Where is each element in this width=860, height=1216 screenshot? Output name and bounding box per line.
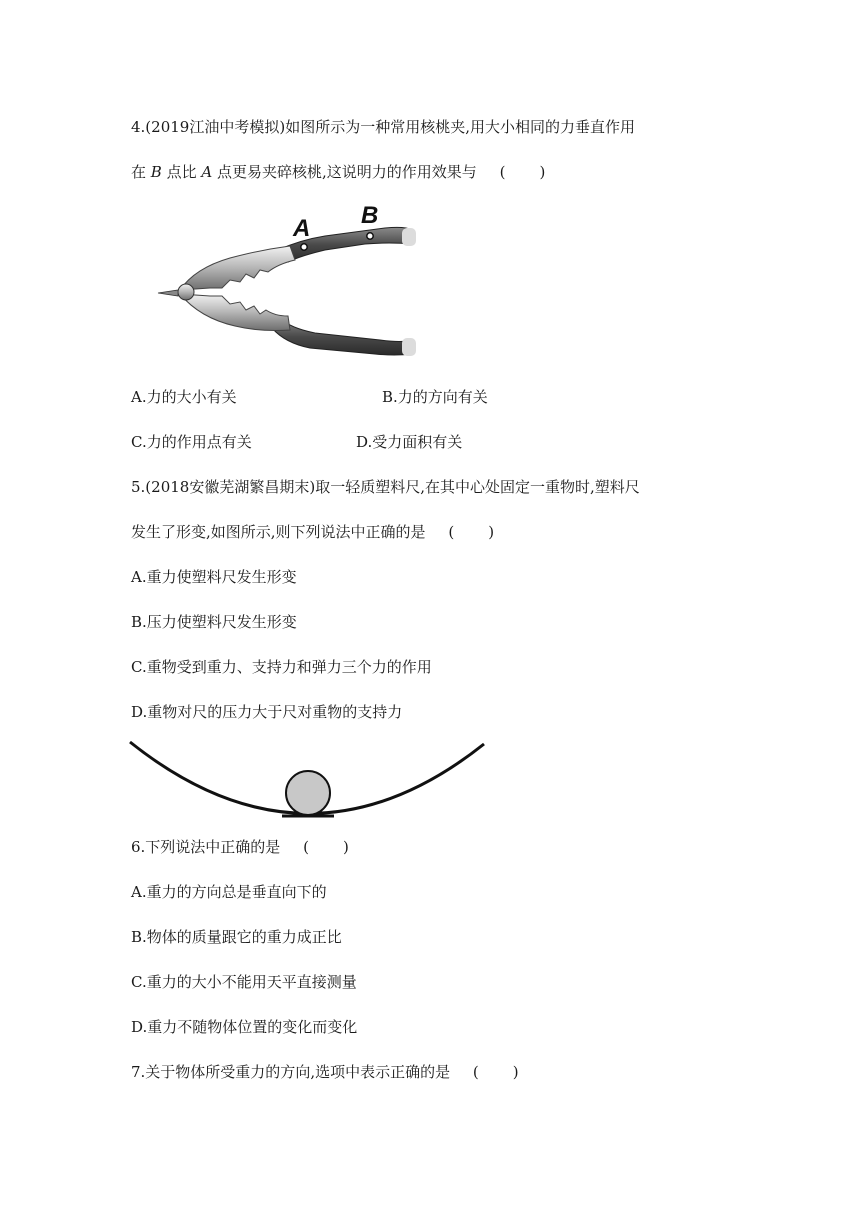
q4-stem-text-1: 4.(2019江油中考模拟)如图所示为一种常用核桃夹,用大小相同的力垂直作用 xyxy=(131,118,635,136)
pivot-ball xyxy=(178,284,194,300)
pivot-tip xyxy=(158,290,178,296)
q5-option-d-text: D.重物对尺的压力大于尺对重物的支持力 xyxy=(131,703,403,721)
q4-stem-line1 xyxy=(131,117,635,137)
q4-option-b-text: B.力的方向有关 xyxy=(382,388,488,406)
q5-stem-line1 xyxy=(131,477,640,497)
q5-option-a[interactable] xyxy=(131,567,297,587)
q5-stem-line2 xyxy=(131,522,494,542)
q5-option-b[interactable] xyxy=(131,612,297,632)
q6-stem xyxy=(131,837,349,857)
q4-option-a[interactable] xyxy=(131,387,237,407)
point-b-label: B xyxy=(361,202,379,229)
q5-option-c-text: C.重物受到重力、支持力和弹力三个力的作用 xyxy=(131,658,432,676)
q7-stem xyxy=(131,1062,519,1082)
q4-option-b[interactable] xyxy=(382,387,488,407)
q4-var-a: A xyxy=(201,163,213,181)
q4-answer-blank[interactable] xyxy=(500,162,546,182)
q4-option-c-text: C.力的作用点有关 xyxy=(131,433,252,451)
bent-ruler-figure xyxy=(126,738,488,824)
q5-option-a-text: A.重力使塑料尺发生形变 xyxy=(131,568,297,586)
q6-option-a[interactable] xyxy=(131,882,327,902)
q7-answer-blank[interactable] xyxy=(473,1062,519,1082)
q4-var-b: B xyxy=(150,163,162,181)
point-a-marker xyxy=(301,244,307,250)
q4-option-a-text: A.力的大小有关 xyxy=(131,388,237,406)
q5-option-c[interactable] xyxy=(131,657,432,677)
paren-close: ) xyxy=(488,523,495,541)
q4-option-d-text: D.受力面积有关 xyxy=(356,433,463,451)
q6-option-b-text: B.物体的质量跟它的重力成正比 xyxy=(131,928,342,946)
q6-option-a-text: A.重力的方向总是垂直向下的 xyxy=(131,883,327,901)
q5-option-b-text: B.压力使塑料尺发生形变 xyxy=(131,613,297,631)
q4-stem-text-2b: 点比 xyxy=(166,163,197,181)
q6-option-d-text: D.重力不随物体位置的变化而变化 xyxy=(131,1018,358,1036)
q6-stem-text: 6.下列说法中正确的是 xyxy=(131,838,281,856)
q6-option-c-text: C.重力的大小不能用天平直接测量 xyxy=(131,973,357,991)
upper-cap xyxy=(402,228,416,246)
q5-option-d[interactable] xyxy=(131,702,402,722)
paren-open: ( xyxy=(499,163,506,181)
upper-jaw xyxy=(180,246,295,290)
paren-close: ) xyxy=(512,1063,519,1081)
paren-open: ( xyxy=(472,1063,479,1081)
q4-option-c[interactable] xyxy=(131,432,252,452)
q4-option-d[interactable] xyxy=(356,432,462,452)
q5-stem-text-2: 发生了形变,如图所示,则下列说法中正确的是 xyxy=(131,523,426,541)
paren-open: ( xyxy=(448,523,455,541)
q4-stem-line2 xyxy=(131,162,545,182)
paren-open: ( xyxy=(303,838,309,856)
lower-jaw xyxy=(180,294,290,331)
paren-close: ) xyxy=(342,838,349,856)
q6-option-c[interactable] xyxy=(131,972,357,992)
lower-cap xyxy=(402,338,416,356)
q6-option-d[interactable] xyxy=(131,1017,357,1037)
weight-ball xyxy=(286,771,330,815)
q4-stem-text-2a: 在 xyxy=(131,163,147,181)
q6-answer-blank[interactable] xyxy=(303,837,349,857)
q5-stem-text-1: 5.(2018安徽芜湖繁昌期末)取一轻质塑料尺,在其中心处固定一重物时,塑料尺 xyxy=(131,478,640,496)
q6-option-b[interactable] xyxy=(131,927,342,947)
q7-stem-text: 7.关于物体所受重力的方向,选项中表示正确的是 xyxy=(131,1063,451,1081)
q5-answer-blank[interactable] xyxy=(448,522,494,542)
q4-stem-text-2c: 点更易夹碎核桃,这说明力的作用效果与 xyxy=(217,163,477,181)
point-a-label: A xyxy=(293,215,311,242)
lower-handle xyxy=(272,318,412,355)
nutcracker-figure xyxy=(150,198,420,363)
point-b-marker xyxy=(367,233,373,239)
paren-close: ) xyxy=(539,163,546,181)
